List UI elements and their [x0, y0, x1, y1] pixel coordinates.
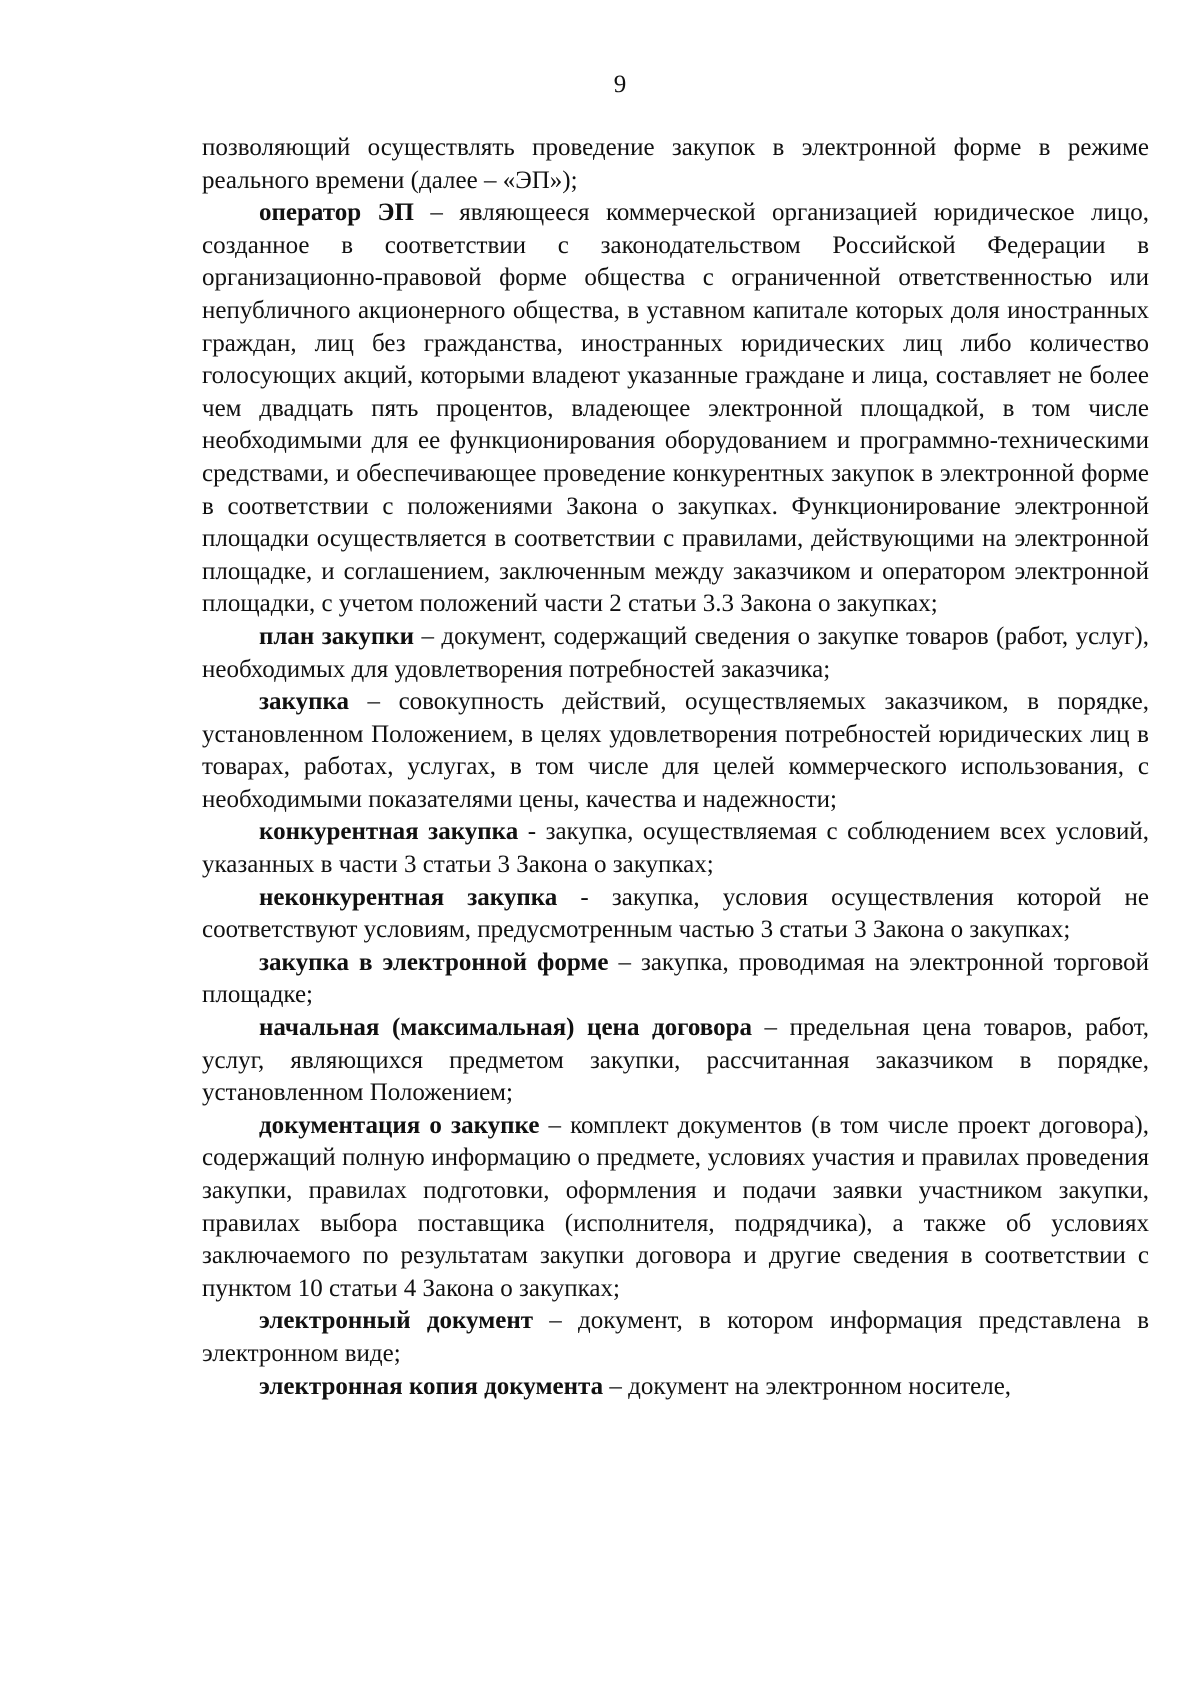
definition-plan-zakupki	[202, 621, 1149, 686]
definition-text: - закупка, осуществляемая с соблюдением всех условий, указанных в части 3 статьи 3 Закона о закупках;	[202, 818, 1150, 879]
definition-elektronnyy-dokument	[202, 1305, 1149, 1370]
definition-text: – комплект документов (в том числе проект договора), содержащий полную информацию о предмете, условиях участия и правилах проведения закупки, правилах подготовки, оформления и подачи заявки участником закупки, правилах выбора поставщика (исполнителя, подрядчика), а также об условиях заключаемого по результатам закупки договора и другие сведения в соответствии с пунктом 10 статьи 4 Закона о закупках;	[202, 1111, 1149, 1302]
document-body	[202, 132, 1149, 1403]
definition-term: электронная копия документа	[259, 1372, 604, 1400]
definition-operator-ep	[202, 197, 1149, 621]
paragraph-continuation	[202, 132, 1149, 197]
definition-nekonkurentnaya-zakupka	[202, 882, 1149, 947]
definition-text: – документ, в котором информация представлена в электронном виде;	[202, 1307, 1149, 1367]
definition-term: документация о закупке	[259, 1111, 540, 1139]
definition-zakupka-v-elektronnoy-forme	[202, 947, 1149, 1012]
definition-term: неконкурентная закупка	[259, 883, 558, 911]
definition-term: оператор ЭП	[259, 199, 414, 227]
definition-zakupka	[202, 686, 1149, 816]
definition-term: конкурентная закупка	[259, 818, 519, 846]
definition-text: – предельная цена товаров, работ, услуг, являющихся предметом закупки, рассчитанная заказчиком в порядке, установленном Положением;	[202, 1014, 1149, 1107]
definition-text: – совокупность действий, осуществляемых заказчиком, в порядке, установленном Положением, в целях удовлетворения потребностей юридических лиц в товарах, работах, услугах, в том числе для целей коммерческого использования, с необходимыми показателями цены, качества и надежности;	[202, 688, 1149, 813]
definition-text: – являющееся коммерческой организацией юридическое лицо, созданное в соответствии с законодательством Российской Федерации в организационно-правовой форме общества с ограниченной ответственностью или непубличного акционерного общества, в уставном капитале которых доля иностранных граждан, лиц без гражданства, иностранных юридических лиц либо количество голосующих акций, которыми владеют указанные граждане и лица, составляет не более чем двадцать пять процентов, владеющее электронной площадкой, в том числе необходимыми для ее функционирования оборудованием и программно-техническими средствами, и обеспечивающее проведение конкурентных закупок в электронной форме в соответствии с положениями Закона о закупках. Функционирование электронной площадки осуществляется в соответствии с правилами, действующими на электронной площадке, и соглашением, заключенным между заказчиком и оператором электронной площадки, с учетом положений части 2 статьи 3.3 Закона о закупках;	[202, 199, 1150, 618]
definition-term: начальная (максимальная) цена договора	[259, 1014, 752, 1042]
definition-dokumentaciya-o-zakupke	[202, 1110, 1149, 1306]
definition-term: закупка в электронной форме	[259, 948, 609, 976]
definition-text: – документ, содержащий сведения о закупке товаров (работ, услуг), необходимых для удовлетворения потребностей заказчика;	[202, 622, 1149, 683]
definition-elektronnaya-kopiya	[202, 1371, 1149, 1404]
definition-text: – документ на электронном носителе,	[603, 1372, 1012, 1400]
definition-text: - закупка, условия осуществления которой не соответствуют условиям, предусмотренным частью 3 статьи 3 Закона о закупках;	[202, 883, 1150, 944]
definition-term: план закупки	[259, 622, 415, 650]
paragraph-text: позволяющий осуществлять проведение закупок в электронной форме в режиме реального времени (далее – «ЭП»);	[202, 134, 1149, 194]
page-number: 9	[613, 71, 627, 98]
definition-text: – закупка, проводимая на электронной торговой площадке;	[202, 948, 1150, 1009]
definition-nachalnaya-cena	[202, 1012, 1149, 1110]
definition-term: электронный документ	[259, 1307, 534, 1335]
definition-konkurentnaya-zakupka	[202, 816, 1149, 881]
definition-term: закупка	[259, 688, 350, 716]
